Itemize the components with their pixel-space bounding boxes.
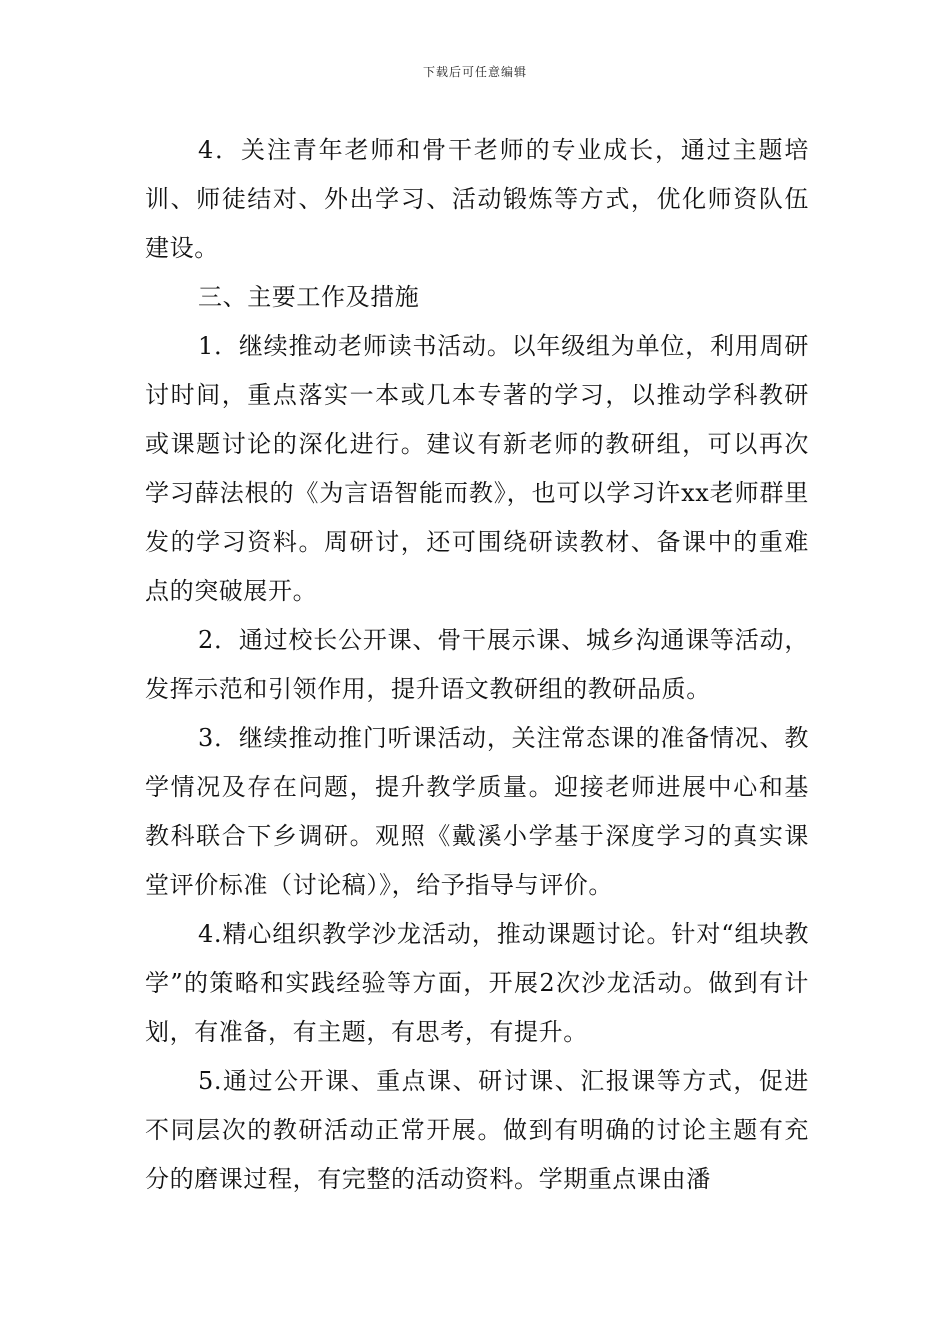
- paragraph-public-lessons: 5.通过公开课、重点课、研讨课、汇报课等方式，促进不同层次的教研活动正常开展。做到有明确的讨论主题有充分的磨课过程，有完整的活动资料。学期重点课由潘: [145, 1067, 809, 1193]
- paragraph-salon-activity: 4.精心组织教学沙龙活动，推动课题讨论。针对“组块教学”的策略和实践经验等方面，开展2次沙龙活动。做到有计划，有准备，有主题，有思考，有提升。: [145, 920, 809, 1046]
- paragraph-class-observation: 3．继续推动推门听课活动，关注常态课的准备情况、教学情况及存在问题，提升教学质量。迎接老师进展中心和基教科联合下乡调研。观照《戴溪小学基于深度学习的真实课堂评价标准（讨论稿）》，给予指导与评价。: [145, 724, 809, 899]
- paragraph-reading-activity: 1．继续推动老师读书活动。以年级组为单位，利用周研讨时间，重点落实一本或几本专著的学习，以推动学科教研或课题讨论的深化进行。建议有新老师的教研组，可以再次学习薛法根的《为言语智能而教》，也可以学习许xx老师群里发的学习资料。周研讨，还可围绕研读教材、备课中的重难点的突破展开。: [145, 332, 809, 605]
- section-heading-main-work: 三、主要工作及措施: [198, 283, 420, 311]
- page-header-note: 下载后可任意编辑: [422, 65, 527, 79]
- paragraph-teacher-growth: 4．关注青年老师和骨干老师的专业成长，通过主题培训、师徒结对、外出学习、活动锻炼等方式，优化师资队伍建设。: [145, 136, 809, 262]
- document-body: [145, 126, 809, 1204]
- paragraph-demonstration-lessons: 2．通过校长公开课、骨干展示课、城乡沟通课等活动，发挥示范和引领作用，提升语文教研组的教研品质。: [145, 626, 809, 703]
